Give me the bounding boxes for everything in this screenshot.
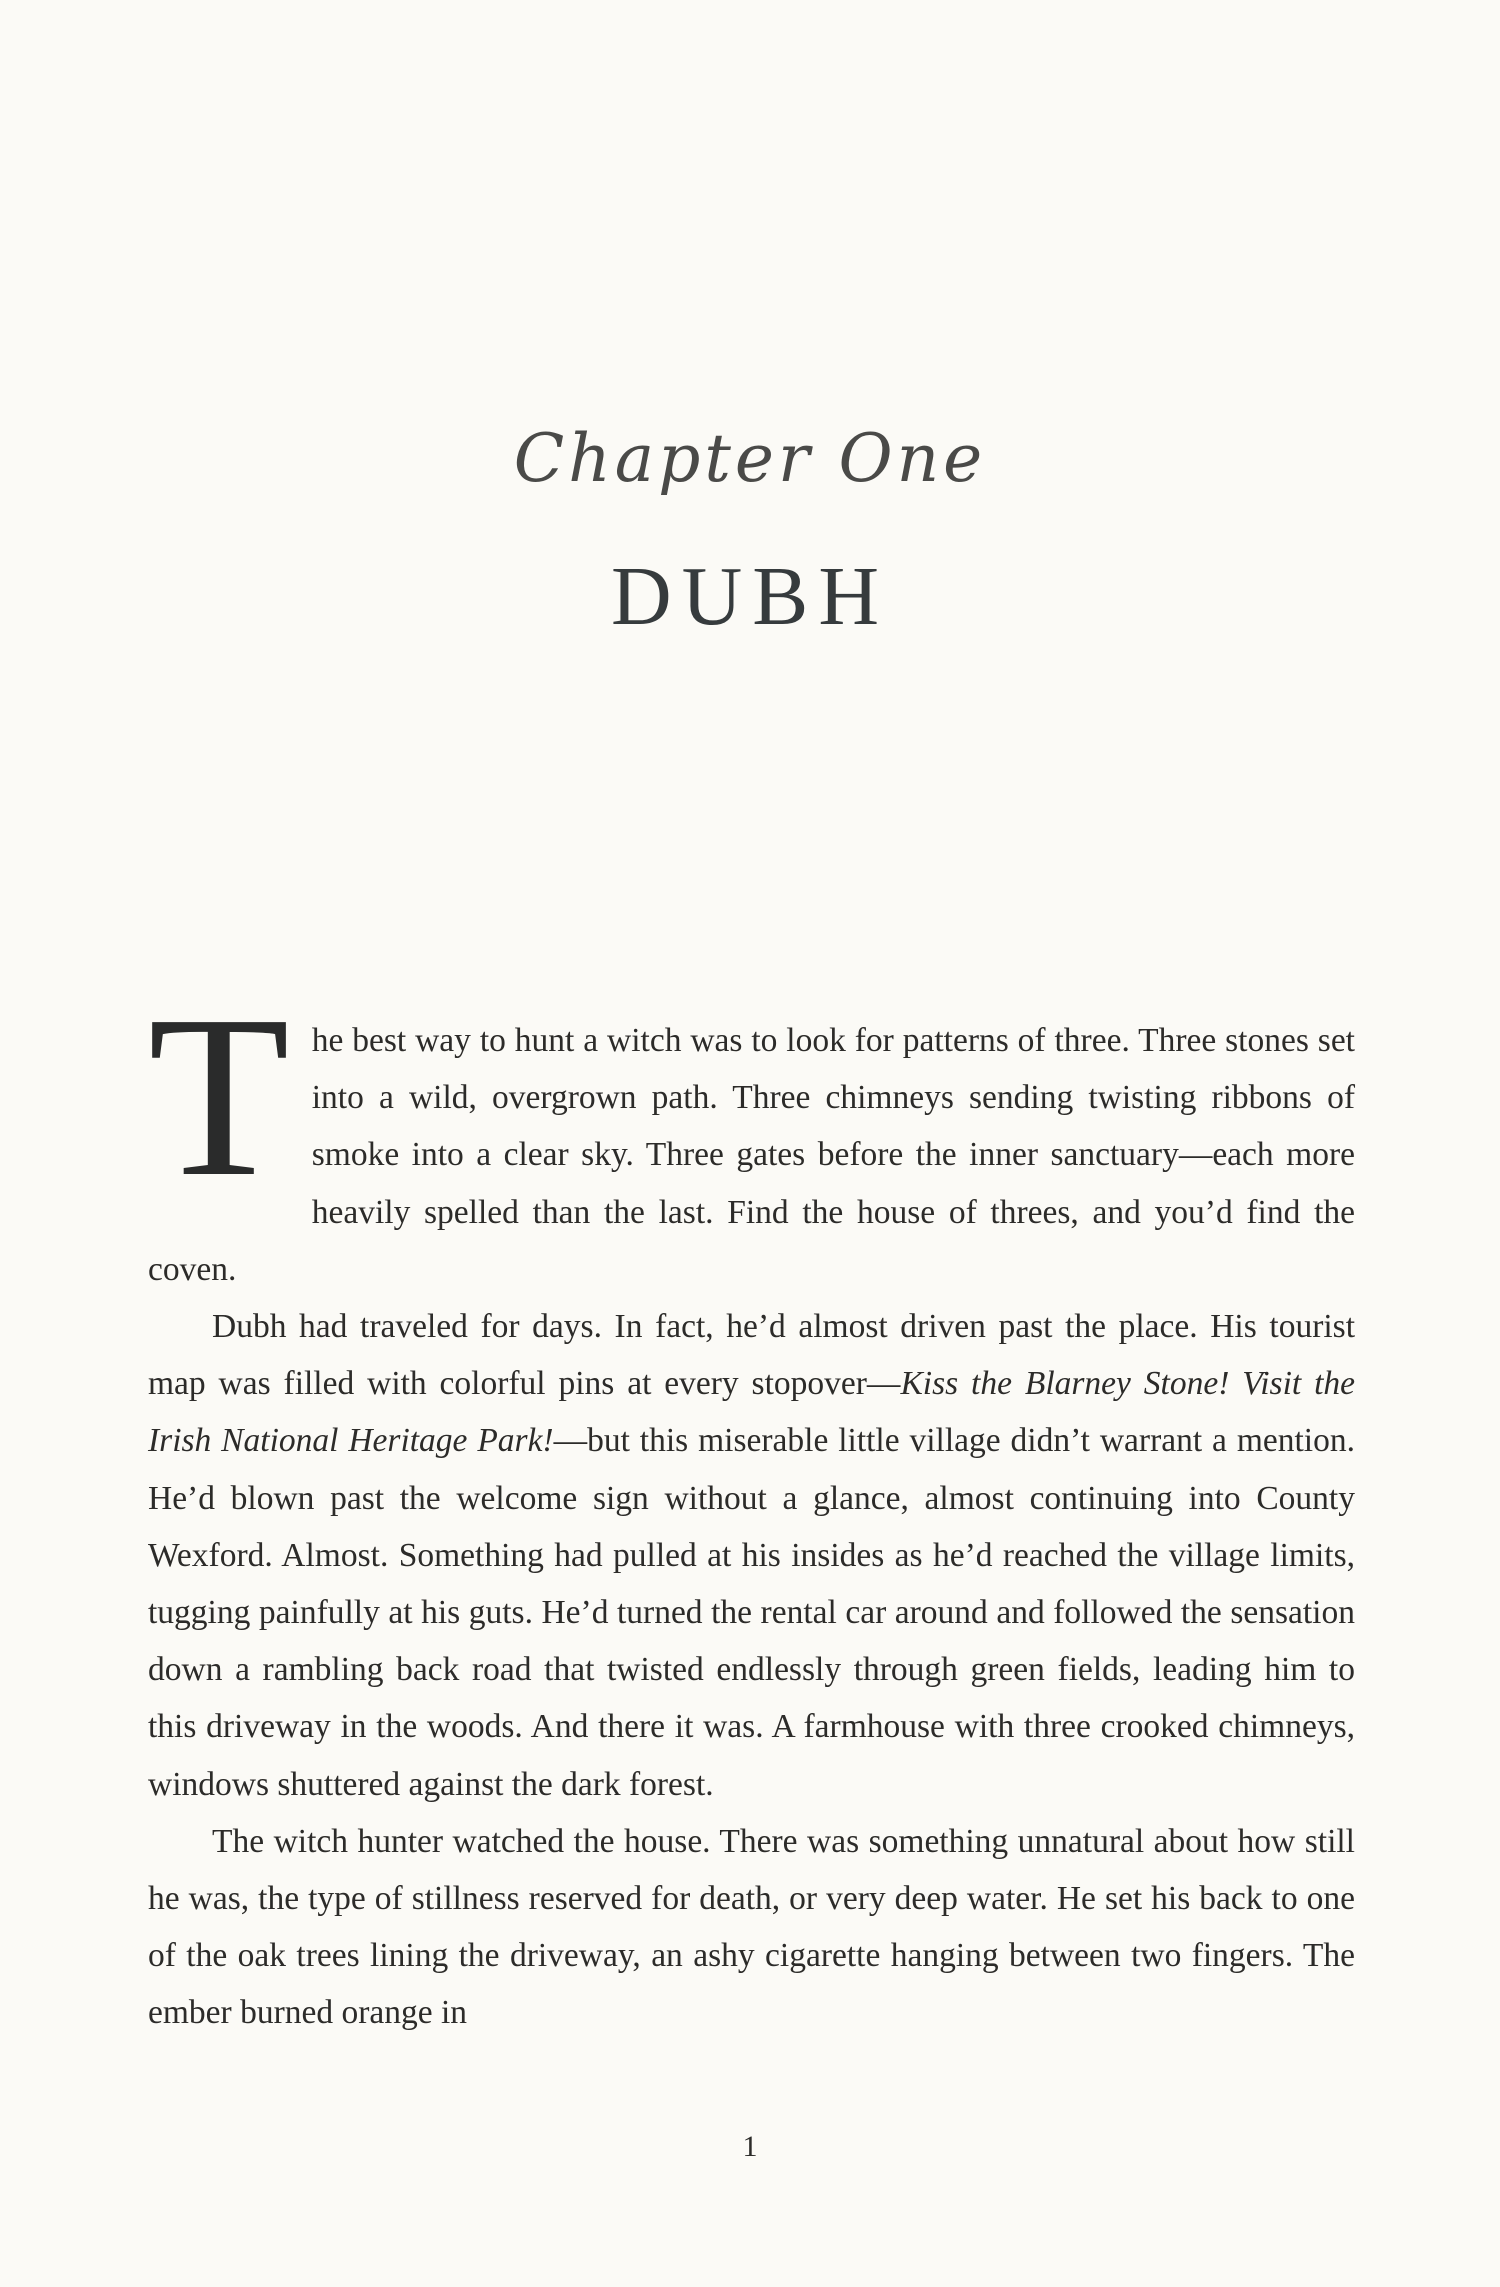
paragraph-2-text-b: —but this miserable little village didn’t warrant a mention. He’d blown past the welcome sign without a glance, almost continuing into County Wexford. Almost. Something had pulled at his insides as he’d reached the village limits, tugging painfully at his guts. He’d turned the rental car around and followed the sensation down a rambling back road that twisted endlessly through green fields, leading him to this driveway in the woods. And there it was. A farmhouse with three crooked chimneys, windows shuttered against the dark forest.: [148, 1422, 1355, 1803]
body-text: [148, 968, 1355, 2042]
paragraph-2: [148, 1298, 1355, 1813]
chapter-label: Chapter One: [513, 420, 987, 497]
chapter-title: DUBH: [610, 550, 889, 643]
paragraph-2-text-a: Dubh had traveled for days. In fact, he’d almost driven past the place. His tourist map was filled with colorful pins at every stopover—: [148, 1308, 1355, 1403]
paragraph-3-text: The witch hunter watched the house. There was something unnatural about how still he was, the type of stillness reserved for death, or very deep water. He set his back to one of the oak trees lining the driveway, an ashy cigarette hanging between two fingers. The ember burned orange in: [148, 1822, 1355, 2032]
paragraph-1: [148, 968, 1355, 1298]
drop-cap: T: [148, 968, 290, 1225]
paragraph-3: [148, 1813, 1355, 2042]
paragraph-2-italic: Kiss the Blarney Stone! Visit the Irish National Heritage Park!: [148, 1365, 1355, 1460]
page-number: 1: [742, 2130, 758, 2163]
paragraph-1-text: he best way to hunt a witch was to look for patterns of three. Three stones set into a wild, overgrown path. Three chimneys sending twisting ribbons of smoke into a clear sky. Three gates before the inner sanctuary—each more heavily spelled than the last. Find the house of threes, and you’d find the coven.: [148, 1022, 1355, 1288]
